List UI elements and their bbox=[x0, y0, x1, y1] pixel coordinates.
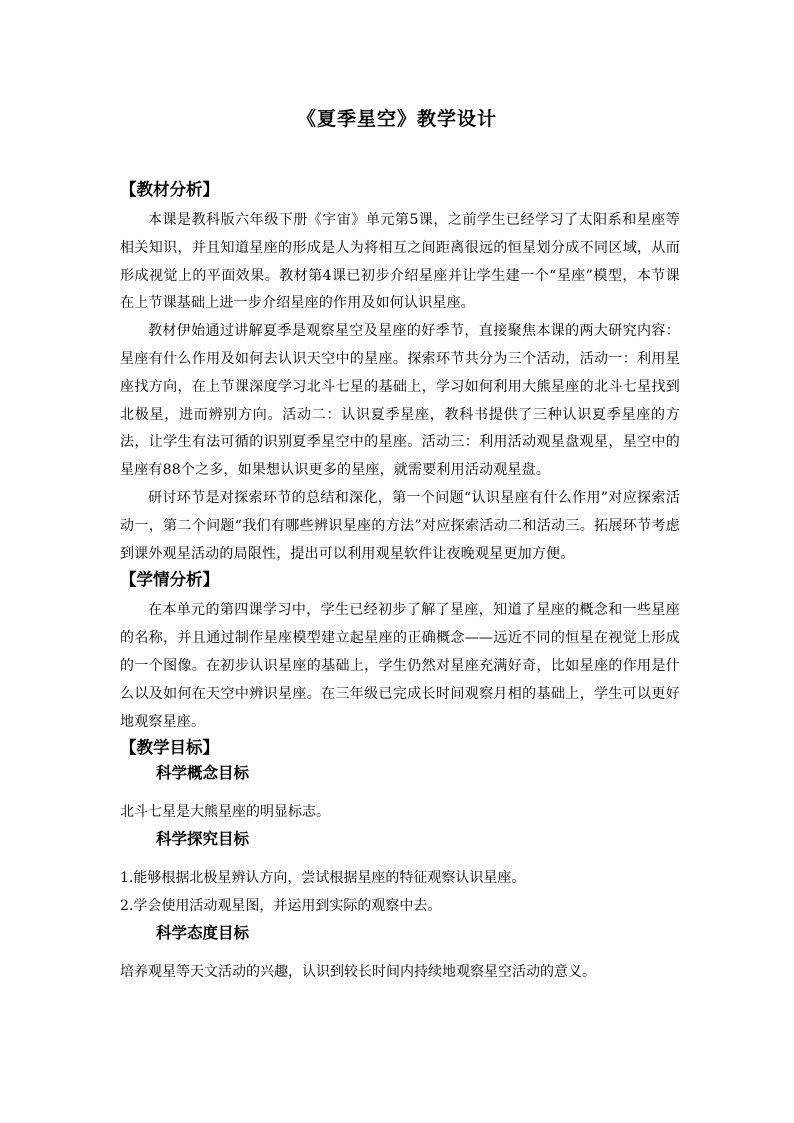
paragraph: 教材伊始通过讲解夏季是观察星空及星座的好季节，直接聚焦本课的两大研究内容：星座有什么作用及如何去认识天空中的星座。探索环节共分为三个活动，活动一：利用星座找方向，在上节课深度学习北斗七星的基础上，学习如何利用大熊星座的北斗七星找到北极星，进而辨别方向。活动二：认识夏季星座，教科书提供了三种认识夏季星座的方法，让学生有法可循的识别夏季星空中的星座。活动三：利用活动观星盘观星，星空中的星座有88个之多，如果想认识更多的星座，就需要利用活动观星盘。 bbox=[120, 323, 680, 479]
section-material bbox=[120, 178, 680, 568]
section-goals bbox=[120, 736, 680, 986]
subheading-concept: 科学概念目标 bbox=[156, 763, 250, 783]
paragraph: 本课是教科版六年级下册《宇宙》单元第5课，之前学生已经学习了太阳系和星座等相关知识，并且知道星座的形成是人为将相互之间距离很远的恒星划分成不同区域，从而形成视觉上的平面效果。教材第4课已初步介绍星座并让学生建一个“星座”模型，本节课在上节课基础上进一步介绍星座的作用及如何认识星座。 bbox=[120, 212, 680, 312]
section-heading-material: 【教材分析】 bbox=[120, 180, 219, 199]
section-heading-students: 【学情分析】 bbox=[120, 570, 219, 590]
paragraph: 在本单元的第四课学习中，学生已经初步了解了星座，知道了星座的概念和一些星座的名称，并且通过制作星座模型建立起星座的正确概念——远近不同的恒星在视觉上形成的一个图像。在初步认识星座的基础上，学生仍然对星座充满好奇，比如星座的作用是什么以及如何在天空中辨识星座。在三年级已完成长时间观察月相的基础上，学生可以更好地观察星座。 bbox=[120, 602, 680, 730]
document-title: 《夏季星空》教学设计 bbox=[296, 108, 497, 130]
goal-item: 1.能够根据北极星辨认方向，尝试根据星座的特征观察认识星座。 bbox=[120, 870, 526, 887]
document-body bbox=[120, 178, 680, 986]
section-students bbox=[120, 568, 680, 736]
section-heading-goals: 【教学目标】 bbox=[120, 738, 219, 758]
goal-item: 培养观星等天文活动的兴趣，认识到较长时间内持续地观察星空活动的意义。 bbox=[120, 964, 596, 981]
subheading-inquiry: 科学探究目标 bbox=[156, 829, 250, 849]
paragraph: 研讨环节是对探索环节的总结和深化，第一个问题“认识星座有什么作用”对应探索活动一，第二个问题“我们有哪些辨识星座的方法”对应探索活动二和活动三。拓展环节考虑到课外观星活动的局限性，提出可以利用观星软件让夜晚观星更加方便。 bbox=[120, 489, 680, 562]
subheading-attitude: 科学态度目标 bbox=[156, 923, 250, 943]
goal-item: 北斗七星是大熊星座的明显标志。 bbox=[120, 804, 330, 821]
goal-item: 2.学会使用活动观星图，并运用到实际的观察中去。 bbox=[120, 898, 442, 915]
